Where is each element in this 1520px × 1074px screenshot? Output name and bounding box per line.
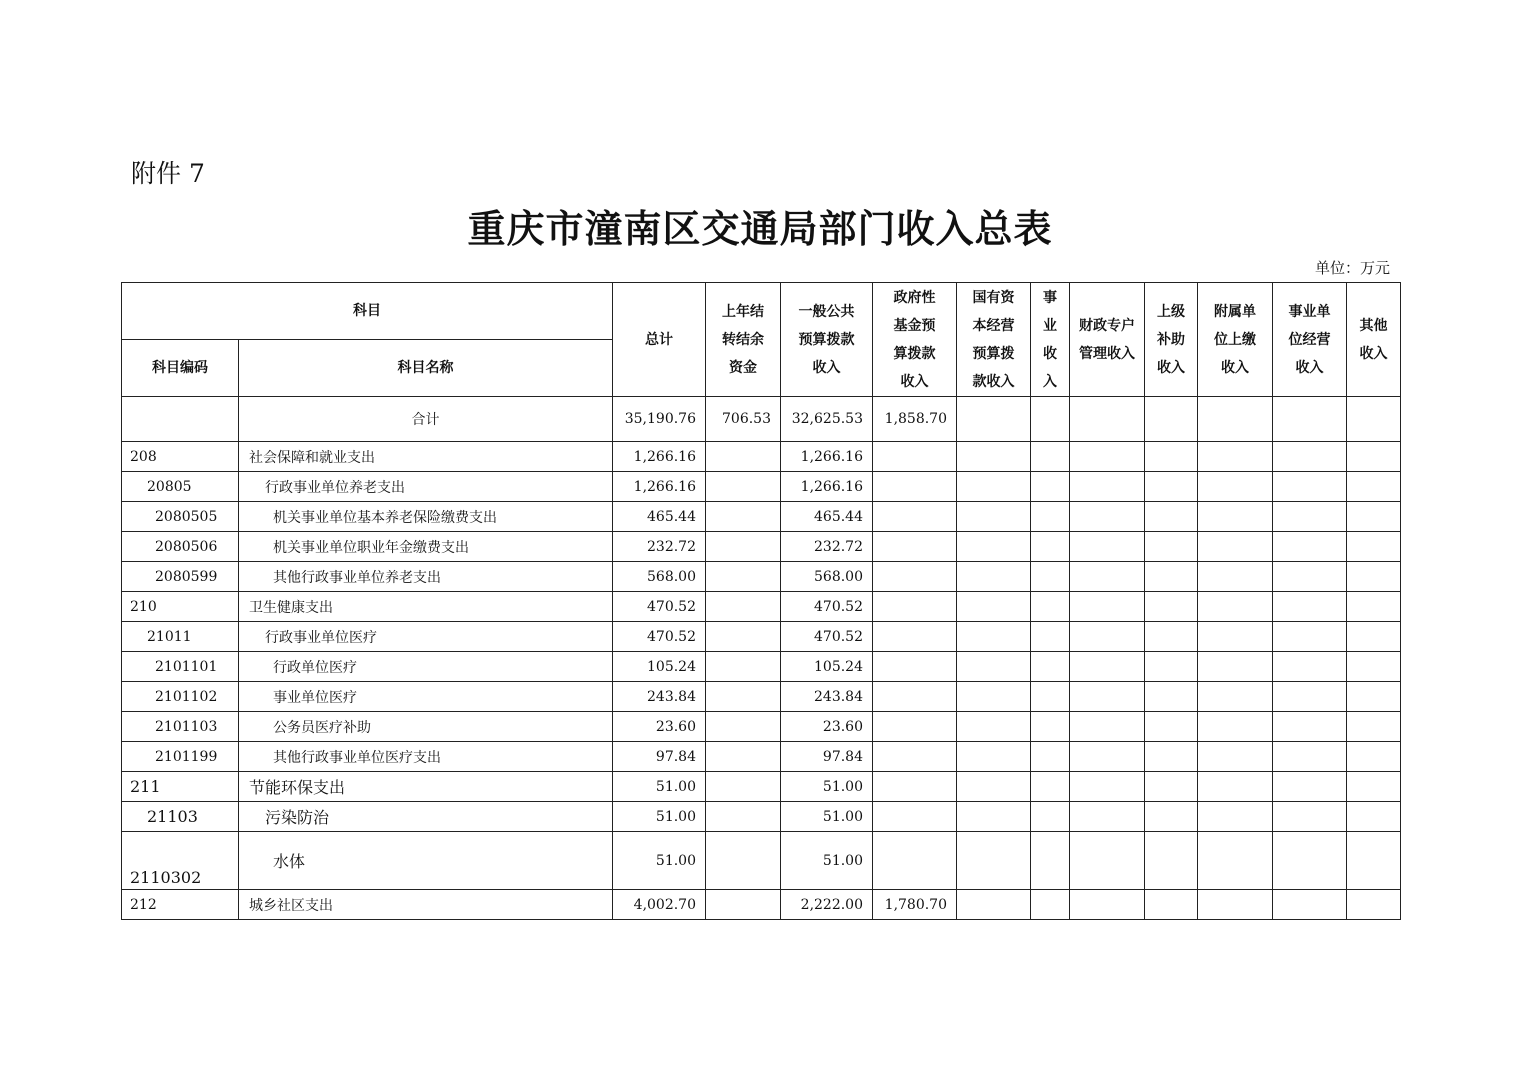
row-code: 211: [122, 772, 239, 802]
table-row: [122, 682, 1401, 712]
row-name: 行政事业单位养老支出: [239, 472, 613, 502]
header-state-capital: 国有资本经营预算拨款收入: [957, 283, 1031, 397]
row-general-budget: 1,266.16: [781, 472, 873, 502]
header-subject: 科目: [122, 283, 613, 340]
row-total: 465.44: [613, 502, 706, 532]
total-code: [122, 397, 239, 442]
total-row: [122, 397, 1401, 442]
row-code: 210: [122, 592, 239, 622]
row-general-budget: 232.72: [781, 532, 873, 562]
row-general-budget: 23.60: [781, 712, 873, 742]
row-total: 4,002.70: [613, 890, 706, 920]
row-general-budget: 105.24: [781, 652, 873, 682]
row-name: 卫生健康支出: [239, 592, 613, 622]
row-code: 208: [122, 442, 239, 472]
row-name: 其他行政事业单位养老支出: [239, 562, 613, 592]
row-general-budget: 465.44: [781, 502, 873, 532]
table-row: [122, 532, 1401, 562]
row-general-budget: 97.84: [781, 742, 873, 772]
row-total: 1,266.16: [613, 472, 706, 502]
row-total: 1,266.16: [613, 442, 706, 472]
row-general-budget: 470.52: [781, 592, 873, 622]
header-carryover: 上年结转结余资金: [706, 283, 781, 397]
row-gov-fund: 1,780.70: [873, 890, 957, 920]
row-total: 97.84: [613, 742, 706, 772]
total-carryover: 706.53: [706, 397, 781, 442]
row-total: 51.00: [613, 802, 706, 832]
row-code: 212: [122, 890, 239, 920]
row-general-budget: 568.00: [781, 562, 873, 592]
row-code: 2101199: [122, 742, 239, 772]
table-row: [122, 442, 1401, 472]
header-gov-fund: 政府性基金预算拨款收入: [873, 283, 957, 397]
row-name: 机关事业单位基本养老保险缴费支出: [239, 502, 613, 532]
header-subject-name: 科目名称: [239, 340, 613, 397]
table-row: [122, 890, 1401, 920]
header-subject-code: 科目编码: [122, 340, 239, 397]
row-general-budget: 51.00: [781, 832, 873, 890]
header-other-income: 其他收入: [1347, 283, 1401, 397]
row-code: 2080599: [122, 562, 239, 592]
row-code: 2101102: [122, 682, 239, 712]
unit-label: 单位：万元: [1314, 259, 1390, 277]
total-total: 35,190.76: [613, 397, 706, 442]
row-total: 243.84: [613, 682, 706, 712]
row-name: 污染防治: [239, 802, 613, 832]
header-operating-income: 事业单位经营收入: [1273, 283, 1347, 397]
row-name: 社会保障和就业支出: [239, 442, 613, 472]
row-general-budget: 470.52: [781, 622, 873, 652]
table-row: [122, 832, 1401, 890]
header-superior-subsidy: 上级补助收入: [1145, 283, 1198, 397]
header-business-income: 事业收入: [1031, 283, 1070, 397]
row-code: 20805: [122, 472, 239, 502]
row-code: 21011: [122, 622, 239, 652]
row-code: 2080506: [122, 532, 239, 562]
row-total: 470.52: [613, 592, 706, 622]
header-general-budget: 一般公共预算拨款收入: [781, 283, 873, 397]
row-total: 51.00: [613, 772, 706, 802]
row-code: 2110302: [122, 832, 239, 890]
row-name: 公务员医疗补助: [239, 712, 613, 742]
total-general-budget: 32,625.53: [781, 397, 873, 442]
row-total: 568.00: [613, 562, 706, 592]
row-name: 行政事业单位医疗: [239, 622, 613, 652]
row-code: 21103: [122, 802, 239, 832]
page-title: 重庆市潼南区交通局部门收入总表: [467, 207, 1053, 251]
table-row: [122, 592, 1401, 622]
table-row: [122, 802, 1401, 832]
row-code: 2080505: [122, 502, 239, 532]
table-row: [122, 562, 1401, 592]
header-affiliated-remit: 附属单位上缴收入: [1198, 283, 1273, 397]
row-total: 105.24: [613, 652, 706, 682]
row-total: 232.72: [613, 532, 706, 562]
row-total: 470.52: [613, 622, 706, 652]
row-name: 行政单位医疗: [239, 652, 613, 682]
row-name: 机关事业单位职业年金缴费支出: [239, 532, 613, 562]
row-general-budget: 2,222.00: [781, 890, 873, 920]
table-row: [122, 712, 1401, 742]
table-row: [122, 652, 1401, 682]
row-name: 事业单位医疗: [239, 682, 613, 712]
row-general-budget: 51.00: [781, 772, 873, 802]
row-code: 2101103: [122, 712, 239, 742]
total-gov-fund: 1,858.70: [873, 397, 957, 442]
table-row: [122, 622, 1401, 652]
revenue-table: [121, 282, 1401, 920]
row-name: 城乡社区支出: [239, 890, 613, 920]
header-special-account: 财政专户管理收入: [1070, 283, 1145, 397]
header-total: 总计: [613, 283, 706, 397]
table-row: [122, 502, 1401, 532]
table-row: [122, 742, 1401, 772]
row-total: 51.00: [613, 832, 706, 890]
row-general-budget: 51.00: [781, 802, 873, 832]
attachment-label: 附件 7: [131, 159, 205, 188]
total-label: 合计: [239, 397, 613, 442]
row-total: 23.60: [613, 712, 706, 742]
row-name: 水体: [239, 832, 613, 890]
row-code: 2101101: [122, 652, 239, 682]
row-name: 其他行政事业单位医疗支出: [239, 742, 613, 772]
table-row: [122, 472, 1401, 502]
row-general-budget: 1,266.16: [781, 442, 873, 472]
row-general-budget: 243.84: [781, 682, 873, 712]
table-row: [122, 772, 1401, 802]
row-name: 节能环保支出: [239, 772, 613, 802]
